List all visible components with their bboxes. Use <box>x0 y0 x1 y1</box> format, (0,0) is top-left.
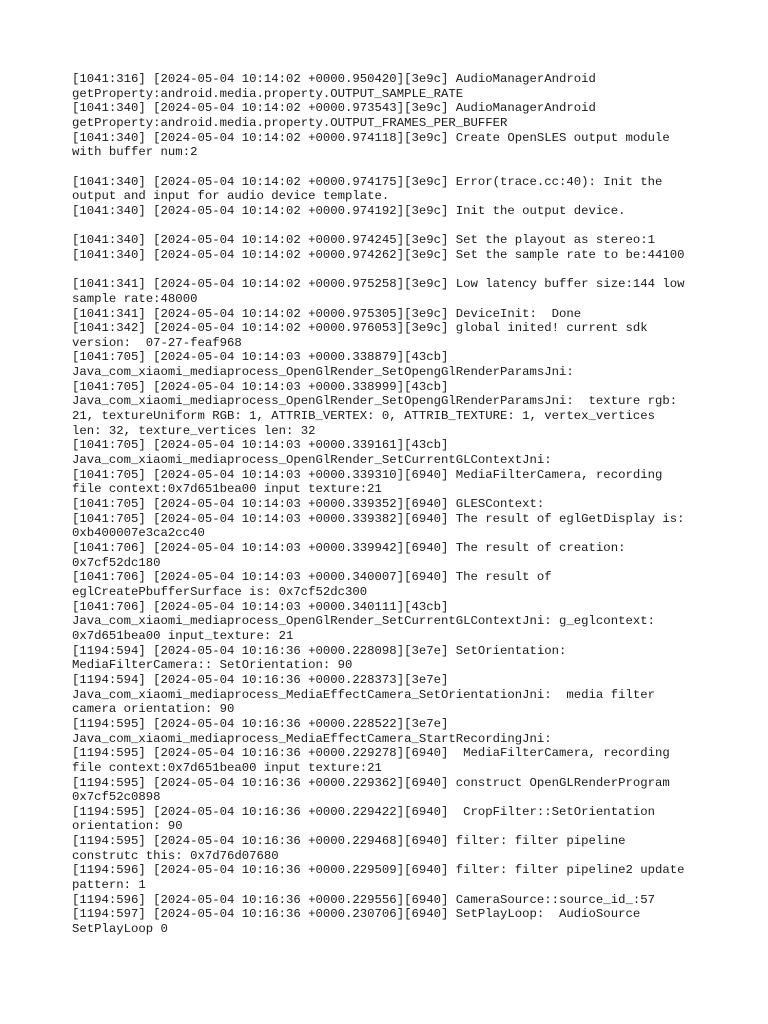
log-document <box>72 72 712 937</box>
log-text: [1041:316] [2024-05-04 10:14:02 +0000.950420][3e9c] AudioManagerAndroid getProperty:android.media.property.OUTPUT_SAMPLE_RATE [1041:340] [2024-05-04 10:14:02 +0000.973543][3e9c] AudioManagerAndroid getProperty:android.media.property.OUTPUT_FRAMES_PER_BUFFER [1041:340] [2024-05-04 10:14:02 +0000.974118][3e9c] Create OpenSLES output module with buffer num:2 [1041:340] [2024-05-04 10:14:02 +0000.974175][3e9c] Error(trace.cc:40): Init the output and input for audio device template. [1041:340] [2024-05-04 10:14:02 +0000.974192][3e9c] Init the output device. [1041:340] [2024-05-04 10:14:02 +0000.974245][3e9c] Set the playout as stereo:1 [1041:340] [2024-05-04 10:14:02 +0000.974262][3e9c] Set the sample rate to be:44100 [1041:341] [2024-05-04 10:14:02 +0000.975258][3e9c] Low latency buffer size:144 low sample rate:48000 [1041:341] [2024-05-04 10:14:02 +0000.975305][3e9c] DeviceInit: Done [1041:342] [2024-05-04 10:14:02 +0000.976053][3e9c] global inited! current sdk version: 07-27-feaf968 [1041:705] [2024-05-04 10:14:03 +0000.338879][43cb] Java_com_xiaomi_mediaprocess_OpenGlRender_SetOpengGlRenderParamsJni: [1041:705] [2024-05-04 10:14:03 +0000.338999][43cb] Java_com_xiaomi_mediaprocess_OpenGlRender_SetOpengGlRenderParamsJni: texture rgb: 21, textureUniform RGB: 1, ATTRIB_VERTEX: 0, ATTRIB_TEXTURE: 1, vertex_vertices len: 32, texture_vertices len: 32 [1041:705] [2024-05-04 10:14:03 +0000.339161][43cb] Java_com_xiaomi_mediaprocess_OpenGlRender_SetCurrentGLContextJni: [1041:705] [2024-05-04 10:14:03 +0000.339310][6940] MediaFilterCamera, recording file context:0x7d651bea00 input texture:21 [1041:705] [2024-05-04 10:14:03 +0000.339352][6940] GLESContext: [1041:705] [2024-05-04 10:14:03 +0000.339382][6940] The result of eglGetDisplay is: 0xb400007e3ca2cc40 [1041:706] [2024-05-04 10:14:03 +0000.339942][6940] The result of creation: 0x7cf52dc180 [1041:706] [2024-05-04 10:14:03 +0000.340007][6940] The result of eglCreatePbufferSurface is: 0x7cf52dc300 [1041:706] [2024-05-04 10:14:03 +0000.340111][43cb] Java_com_xiaomi_mediaprocess_OpenGlRender_SetCurrentGLContextJni: g_eglcontext: 0x7d651bea00 input_texture: 21 [1194:594] [2024-05-04 10:16:36 +0000.228098][3e7e] SetOrientation: MediaFilterCamera:: SetOrientation: 90 [1194:594] [2024-05-04 10:16:36 +0000.228373][3e7e] Java_com_xiaomi_mediaprocess_MediaEffectCamera_SetOrientationJni: media filter camera orientation: 90 [1194:595] [2024-05-04 10:16:36 +0000.228522][3e7e] Java_com_xiaomi_mediaprocess_MediaEffectCamera_StartRecordingJni: [1194:595] [2024-05-04 10:16:36 +0000.229278][6940] MediaFilterCamera, recording file context:0x7d651bea00 input texture:21 [1194:595] [2024-05-04 10:16:36 +0000.229362][6940] construct OpenGLRenderProgram 0x7cf52c0898 [1194:595] [2024-05-04 10:16:36 +0000.229422][6940] CropFilter::SetOrientation orientation: 90 [1194:595] [2024-05-04 10:16:36 +0000.229468][6940] filter: filter pipeline construtc this: 0x7d76d07680 [1194:596] [2024-05-04 10:16:36 +0000.229509][6940] filter: filter pipeline2 update pattern: 1 [1194:596] [2024-05-04 10:16:36 +0000.229556][6940] CameraSource::source_id_:57 [1194:597] [2024-05-04 10:16:36 +0000.230706][6940] SetPlayLoop: AudioSource SetPlayLoop 0 <box>72 72 685 937</box>
